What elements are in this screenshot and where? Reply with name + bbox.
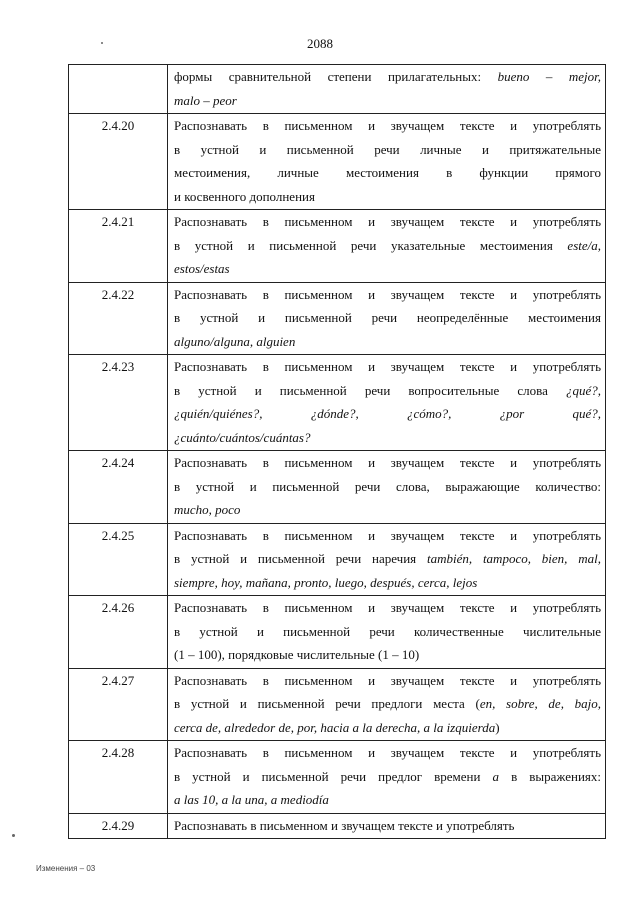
description-text: формы сравнительной степени прилагательных: — [174, 69, 498, 84]
table-row — [69, 282, 606, 355]
description-text: Распознавать в письменном и звучащем тексте и употреблять — [174, 600, 601, 615]
description-line — [174, 138, 601, 162]
example-text: a — [492, 768, 500, 784]
row-code: 2.4.25 — [69, 523, 168, 596]
example-text: estos/estas — [174, 261, 230, 276]
row-code: 2.4.28 — [69, 741, 168, 814]
example-text: a las 10, a la una, a mediodía — [174, 792, 329, 807]
description-text: местоимения, личные местоимения в функции прямого — [174, 165, 601, 180]
description-text: Распознавать в письменном и звучащем тексте и употреблять — [174, 672, 601, 688]
curriculum-table — [68, 64, 606, 839]
example-text: mucho, poco — [174, 502, 241, 517]
example-text: alguno/alguna, alguien — [174, 333, 296, 349]
description-text: Распознавать в письменном и звучащем тексте и употреблять — [174, 359, 601, 374]
description-text: в устной и письменной речи указательные местоимения — [174, 237, 568, 253]
scan-speck — [12, 834, 15, 837]
row-description — [168, 596, 606, 669]
row-code: 2.4.21 — [69, 210, 168, 283]
description-line — [174, 210, 601, 234]
example-text: bueno – mejor, — [497, 69, 601, 84]
description-text: в устной и письменной речи слова, выражающие количество: — [174, 478, 601, 494]
description-line — [174, 330, 601, 354]
table-row — [69, 451, 606, 524]
description-line — [174, 161, 601, 185]
description-text: Распознавать в письменном и звучащем тексте и употреблять — [174, 118, 601, 133]
row-description — [168, 813, 606, 839]
description-line — [174, 692, 601, 716]
example-text: este/a, — [567, 237, 601, 253]
table-row — [69, 114, 606, 210]
description-line — [174, 524, 601, 548]
description-line — [174, 89, 601, 113]
example-text: ¿qué?, — [565, 382, 601, 398]
table-row — [69, 813, 606, 839]
description-line — [174, 426, 601, 450]
description-text: Распознавать в письменном и звучащем тексте и употреблять — [174, 745, 601, 760]
description-line — [174, 765, 601, 789]
table-row — [69, 65, 606, 114]
table-row — [69, 523, 606, 596]
row-code: 2.4.24 — [69, 451, 168, 524]
example-text: en, sobre, de, bajo, — [479, 696, 602, 711]
scan-speck — [101, 42, 103, 44]
description-line — [174, 620, 601, 644]
page-number: 2088 — [307, 36, 333, 51]
example-text: también, tampoco, bien, mal, — [426, 551, 601, 566]
description-line — [174, 814, 601, 838]
description-text: Распознавать в письменном и звучащем тексте и употреблять — [174, 455, 601, 470]
row-description — [168, 65, 606, 114]
row-description — [168, 210, 606, 283]
table-row — [69, 210, 606, 283]
example-text: malo – peor — [174, 92, 237, 108]
row-description — [168, 523, 606, 596]
description-text: в устной и письменной речи предлог времени — [174, 768, 493, 784]
description-line — [174, 451, 601, 475]
row-description — [168, 668, 606, 741]
description-line — [174, 596, 601, 620]
description-line — [174, 65, 601, 89]
row-code: 2.4.22 — [69, 282, 168, 355]
description-line — [174, 669, 601, 693]
row-description — [168, 114, 606, 210]
description-text: и косвенного дополнения — [174, 188, 315, 204]
description-text: в устной и письменной речи количественные числительные — [174, 623, 601, 639]
description-line — [174, 498, 601, 522]
description-line — [174, 402, 601, 426]
description-line — [174, 475, 601, 499]
description-text: Распознавать в письменном и звучащем тексте и употреблять — [174, 214, 601, 229]
description-line — [174, 114, 601, 138]
description-text: в устной и письменной речи личные и притяжательные — [174, 141, 601, 157]
description-line — [174, 741, 601, 765]
description-line — [174, 547, 601, 571]
example-text: ¿quién/quiénes?, ¿dónde?, ¿cómo?, ¿por qué?, — [174, 406, 601, 421]
table-row — [69, 668, 606, 741]
row-code: 2.4.27 — [69, 668, 168, 741]
description-line — [174, 355, 601, 379]
description-text: Распознавать в письменном и звучащем тексте и употреблять — [174, 527, 601, 543]
description-line — [174, 185, 601, 209]
description-text: в устной и письменной речи вопросительные слова — [174, 382, 566, 398]
row-description — [168, 451, 606, 524]
row-code: 2.4.26 — [69, 596, 168, 669]
row-code — [69, 65, 168, 114]
description-line — [174, 306, 601, 330]
description-line — [174, 716, 601, 740]
example-text: cerca de, alrededor de, por, hacia a la derecha, a la izquierda — [174, 719, 496, 735]
row-code: 2.4.20 — [69, 114, 168, 210]
example-text: siempre, hoy, mañana, pronto, luego, después, cerca, lejos — [174, 574, 478, 590]
table-row — [69, 596, 606, 669]
description-line — [174, 379, 601, 403]
description-text: Распознавать в письменном и звучащем тексте и употреблять — [174, 286, 601, 302]
row-code: 2.4.23 — [69, 355, 168, 451]
footer-revision: Изменения – 03 — [36, 864, 96, 873]
row-description — [168, 355, 606, 451]
description-line — [174, 257, 601, 281]
description-text: в выражениях: — [499, 768, 601, 784]
table-row — [69, 741, 606, 814]
description-text: ) — [495, 719, 500, 735]
description-line — [174, 283, 601, 307]
description-text: (1 – 100), порядковые числительные (1 – 10) — [174, 647, 420, 662]
row-description — [168, 282, 606, 355]
description-line — [174, 234, 601, 258]
example-text: ¿cuánto/cuántos/cuántas? — [174, 429, 311, 445]
row-description — [168, 741, 606, 814]
description-text: Распознавать в письменном и звучащем тексте и употреблять — [174, 817, 515, 833]
description-line — [174, 788, 601, 812]
description-text: в устной и письменной речи предлоги места ( — [174, 696, 480, 711]
table-row — [69, 355, 606, 451]
description-line — [174, 643, 601, 667]
curriculum-table-body — [69, 65, 606, 839]
description-text: в устной и письменной речи наречия — [174, 551, 427, 566]
description-line — [174, 571, 601, 595]
description-text: в устной и письменной речи неопределённые местоимения — [174, 310, 601, 325]
row-code: 2.4.29 — [69, 813, 168, 839]
